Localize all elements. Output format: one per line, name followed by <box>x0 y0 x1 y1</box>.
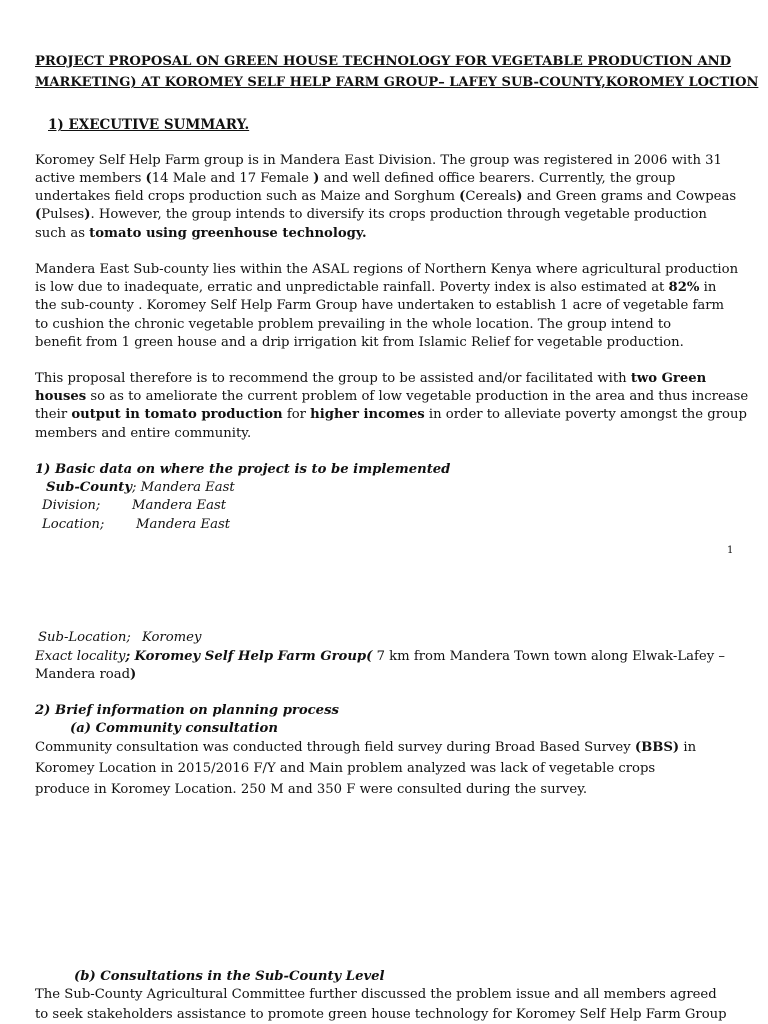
text-run: is low due to inadequate, erratic and unpredictable rainfall. Poverty index is also estimated at <box>35 280 669 295</box>
text-run: houses <box>35 389 87 404</box>
executive-summary-heading: 1) EXECUTIVE SUMMARY. <box>48 117 250 133</box>
text-run: Community consultation was conducted through field survey during Broad Based Survey <box>35 740 635 755</box>
para2-line-5: benefit from 1 green house and a drip irrigation kit from Islamic Relief for vegetable production. <box>35 335 684 350</box>
division-value: Mandera East <box>132 498 227 513</box>
locality-row-2 <box>35 666 136 684</box>
location-label: Location; <box>42 517 105 532</box>
para3-line-2 <box>35 388 748 406</box>
text-run: ; <box>132 480 141 495</box>
locality-value: Koromey Self Help Farm Group( <box>134 649 373 664</box>
para3-line-1 <box>35 370 706 388</box>
text-run: higher incomes <box>310 407 425 422</box>
subcounty-row <box>46 479 235 497</box>
para2-line-3: the sub-county . Koromey Self Help Farm Group have undertaken to establish 1 acre of vegetable farm <box>35 298 725 313</box>
text-run: 7 km from Mandera Town town along Elwak-Lafey – <box>372 649 725 664</box>
text-run: two Green <box>630 371 707 386</box>
text-run: for <box>282 407 311 422</box>
para1-line-5 <box>35 225 367 243</box>
para2-line-2 <box>35 279 716 297</box>
location-row <box>42 516 230 534</box>
text-run: undertakes field crops production such as Maize and Sorghum <box>35 189 460 204</box>
text-run: ) <box>516 189 523 204</box>
text-run: ( <box>145 171 152 186</box>
planning-b-line-2: to seek stakeholders assistance to promote green house technology for Koromey Self Help Farm Group <box>35 1007 727 1022</box>
text-run: (BBS) <box>634 740 680 755</box>
text-run: 82% <box>668 280 700 295</box>
text-run: so as to ameliorate the current problem of low vegetable production in the area and thus increase <box>86 389 749 404</box>
planning-heading: 2) Brief information on planning process <box>35 703 339 718</box>
planning-a-line-3: produce in Koromey Location. 250 M and 350 F were consulted during the survey. <box>35 782 588 797</box>
text-run: and well defined office bearers. Currently, the group <box>319 171 676 186</box>
text-run: 14 Male and 17 Female <box>151 171 314 186</box>
planning-b-line-1: The Sub-County Agricultural Committee further discussed the problem issue and all members agreed <box>35 987 717 1002</box>
subcounty-consultation-heading: (b) Consultations in the Sub-County Level <box>74 969 385 984</box>
text-run: tomato using greenhouse technology. <box>89 226 367 241</box>
text-run: Cereals <box>465 189 517 204</box>
sublocation-row <box>38 629 201 647</box>
planning-a-line-2: Koromey Location in 2015/2016 F/Y and Main problem analyzed was lack of vegetable crops <box>35 761 656 776</box>
text-run: This proposal therefore is to recommend the group to be assisted and/or facilitated with <box>35 371 631 386</box>
text-run: active members <box>35 171 146 186</box>
text-run: ) <box>313 171 320 186</box>
locality-label: Exact locality <box>35 649 126 664</box>
text-run: ) <box>130 667 137 682</box>
para2-line-1: Mandera East Sub-county lies within the ASAL regions of Northern Kenya where agricultural production <box>35 262 739 277</box>
text-run: . However, the group intends to diversify its crops production through vegetable production <box>90 207 707 222</box>
division-row <box>42 497 226 515</box>
para1-line-2 <box>35 170 675 188</box>
text-run: in order to alleviate poverty amongst the group <box>424 407 747 422</box>
text-run: such as <box>35 226 90 241</box>
division-label: Division; <box>42 498 101 513</box>
text-run: ( <box>459 189 466 204</box>
para3-line-3 <box>35 406 747 424</box>
community-consultation-heading: (a) Community consultation <box>70 721 278 736</box>
text-run: ( <box>35 207 42 222</box>
sublocation-value: Koromey <box>142 630 202 645</box>
subcounty-label: Sub-County <box>46 480 133 495</box>
location-value: Mandera East <box>136 517 231 532</box>
locality-row <box>35 648 725 666</box>
document-title-line-2: MARKETING) AT KOROMEY SELF HELP FARM GROUP– LAFEY SUB-COUNTY,KOROMEY LOCTION <box>35 75 759 90</box>
para1-line-4 <box>35 206 707 224</box>
text-run: Mandera road <box>35 667 131 682</box>
text-run: in <box>679 740 697 755</box>
text-run: in <box>699 280 717 295</box>
planning-a-line-1 <box>35 739 696 757</box>
text-run: their <box>35 407 72 422</box>
para2-line-4: to cushion the chronic vegetable problem prevailing in the whole location. The group intend to <box>35 317 672 332</box>
para1-line-1: Koromey Self Help Farm group is in Mandera East Division. The group was registered in 2006 with 31 <box>35 153 722 168</box>
text-run: and Green grams and Cowpeas <box>522 189 737 204</box>
text-run: Pulses <box>41 207 85 222</box>
text-run: ; <box>125 649 131 664</box>
para1-line-3 <box>35 188 736 206</box>
sublocation-label: Sub-Location; <box>38 630 131 645</box>
text-run: output in tomato production <box>71 407 283 422</box>
basic-data-heading: 1) Basic data on where the project is to be implemented <box>35 462 451 477</box>
para3-line-4: members and entire community. <box>35 426 252 441</box>
page-number: 1 <box>727 545 734 556</box>
document-title-line-1: PROJECT PROPOSAL ON GREEN HOUSE TECHNOLOGY FOR VEGETABLE PRODUCTION AND <box>35 54 732 69</box>
text-run: ) <box>84 207 91 222</box>
subcounty-value: Mandera East <box>140 480 235 495</box>
